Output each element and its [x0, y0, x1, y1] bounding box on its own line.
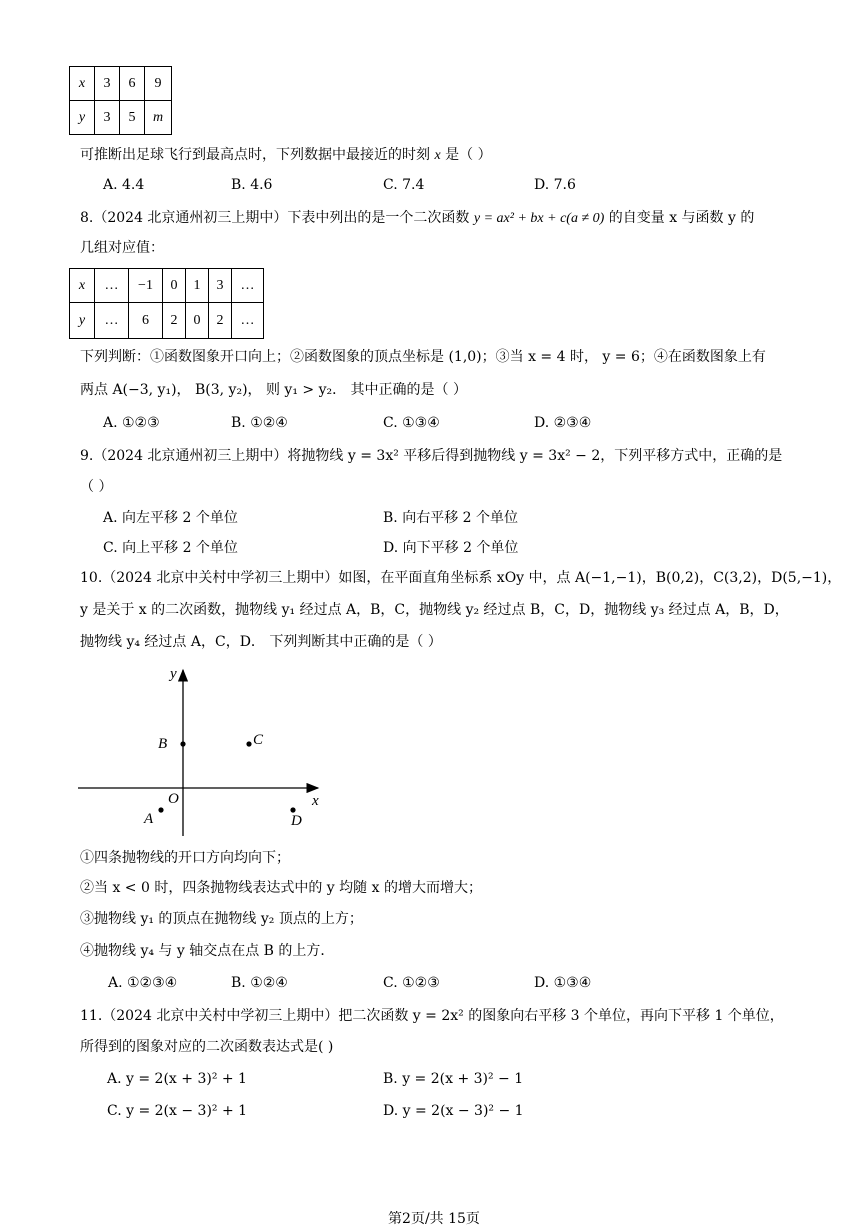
q10-statement-3: ③抛物线 y₁ 的顶点在抛物线 y₂ 顶点的上方；: [80, 911, 363, 927]
table-cell: 2: [163, 303, 186, 339]
q7-option-b: B. 4.6: [231, 177, 273, 193]
table-cell: 6: [120, 67, 145, 101]
table-cell: 0: [186, 303, 209, 339]
table-cell: …: [232, 269, 264, 303]
x-axis-label: x: [312, 793, 319, 809]
q7-stem-text: 可推断出足球飞行到最高点时，下列数据中最接近的时刻: [80, 147, 430, 163]
table-cell: y: [70, 101, 95, 135]
coordinate-figure: [72, 664, 332, 839]
origin-label: O: [168, 791, 179, 807]
table-cell: …: [95, 303, 129, 339]
q8-option-b: B. ①②④: [231, 415, 288, 431]
point-c-label: C: [253, 732, 264, 748]
q9-stem-line2: （ ）: [80, 479, 113, 495]
table-cell: 3: [209, 269, 232, 303]
table-cell: 5: [120, 101, 145, 135]
q8-formula: y = ax² + bx + c(a ≠ 0): [473, 211, 605, 226]
value-table-q7: [69, 66, 172, 135]
q10-option-a: A. ①②③④: [108, 975, 178, 991]
q10-stem-line1: 10.（2024 北京中关村中学初三上期中）如图，在平面直角坐标系 xOy 中，点 A(−1,−1)，B(0,2)，C(3,2)，D(5,−1)，: [80, 570, 842, 586]
q7-stem-var: x: [434, 148, 441, 163]
q9-option-a: A. 向左平移 2 个单位: [103, 510, 238, 526]
q8-judge-line1: 下列判断：①函数图象开口向上；②函数图象的顶点坐标是 (1,0)；③当 x = 4 时， y = 6；④在函数图象上有: [80, 349, 766, 365]
q10-statement-1: ①四条抛物线的开口方向均向下；: [80, 850, 290, 866]
q11-option-a: A. y = 2(x + 3)² + 1: [107, 1071, 247, 1087]
table-cell: 6: [129, 303, 163, 339]
q8-lead: 8.（2024 北京通州初三上期中）下表中列出的是一个二次函数: [80, 210, 470, 226]
q7-stem-end: 是（ ）: [445, 147, 492, 163]
q8-option-c: C. ①③④: [383, 415, 440, 431]
table-cell: …: [232, 303, 264, 339]
q7-option-c: C. 7.4: [383, 177, 425, 193]
q9-option-d: D. 向下平移 2 个单位: [383, 540, 519, 556]
point-d: [290, 807, 295, 812]
q7-option-a: A. 4.4: [103, 177, 145, 193]
q8-stem-line1: [80, 211, 754, 226]
page-footer: 第2页/共 15页: [388, 1211, 480, 1227]
q11-option-d: D. y = 2(x − 3)² − 1: [383, 1103, 524, 1119]
table-cell: m: [145, 101, 172, 135]
q9-option-b: B. 向右平移 2 个单位: [383, 510, 518, 526]
q10-statement-4: ④抛物线 y₄ 与 y 轴交点在点 B 的上方．: [80, 943, 335, 959]
q11-option-c: C. y = 2(x − 3)² + 1: [107, 1103, 248, 1119]
q10-option-d: D. ①③④: [534, 975, 592, 991]
q10-stem-line2: y 是关于 x 的二次函数，抛物线 y₁ 经过点 A，B，C，抛物线 y₂ 经过点 B，C，D，抛物线 y₃ 经过点 A，B，D，: [80, 602, 789, 618]
value-table-q8: [69, 268, 264, 339]
table-cell: 3: [95, 101, 120, 135]
point-a: [158, 807, 163, 812]
q8-judge-line2: 两点 A(−3, y₁)， B(3, y₂)， 则 y₁ > y₂． 其中正确的是（ ）: [80, 382, 468, 398]
table-cell: 1: [186, 269, 209, 303]
table-cell: 0: [163, 269, 186, 303]
point-b-label: B: [158, 736, 168, 752]
q8-option-a: A. ①②③: [103, 415, 160, 431]
q9-stem-line1: 9.（2024 北京通州初三上期中）将抛物线 y = 3x² 平移后得到抛物线 y = 3x² − 2，下列平移方式中，正确的是: [80, 448, 783, 464]
table-cell: 2: [209, 303, 232, 339]
point-d-label: D: [291, 813, 302, 829]
q10-option-c: C. ①②③: [383, 975, 440, 991]
table-cell: 9: [145, 67, 172, 101]
table-cell: x: [70, 67, 95, 101]
q11-stem-line1: 11.（2024 北京中关村中学初三上期中）把二次函数 y = 2x² 的图象向右平移 3 个单位，再向下平移 1 个单位，: [80, 1008, 784, 1024]
y-axis-label: y: [170, 666, 177, 682]
table-cell: y: [70, 303, 95, 339]
q10-option-b: B. ①②④: [231, 975, 288, 991]
point-b: [180, 741, 185, 746]
q8-option-d: D. ②③④: [534, 415, 592, 431]
table-cell: x: [70, 269, 95, 303]
q10-stem-line3: 抛物线 y₄ 经过点 A，C，D． 下列判断其中正确的是（ ）: [80, 634, 442, 650]
table-cell: −1: [129, 269, 163, 303]
q11-stem-line2: 所得到的图象对应的二次函数表达式是( ): [80, 1039, 334, 1055]
q8-stem-line2: 几组对应值：: [80, 240, 164, 256]
point-c: [246, 741, 251, 746]
table-cell: …: [95, 269, 129, 303]
q7-option-d: D. 7.6: [534, 177, 576, 193]
table-cell: 3: [95, 67, 120, 101]
q11-option-b: B. y = 2(x + 3)² − 1: [383, 1071, 524, 1087]
q10-statement-2: ②当 x < 0 时，四条抛物线表达式中的 y 均随 x 的增大而增大；: [80, 880, 482, 896]
q7-stem: [80, 148, 492, 163]
point-a-label: A: [144, 811, 154, 827]
q8-lead-end: 的自变量 x 与函数 y 的: [608, 210, 755, 226]
q9-option-c: C. 向上平移 2 个单位: [103, 540, 238, 556]
